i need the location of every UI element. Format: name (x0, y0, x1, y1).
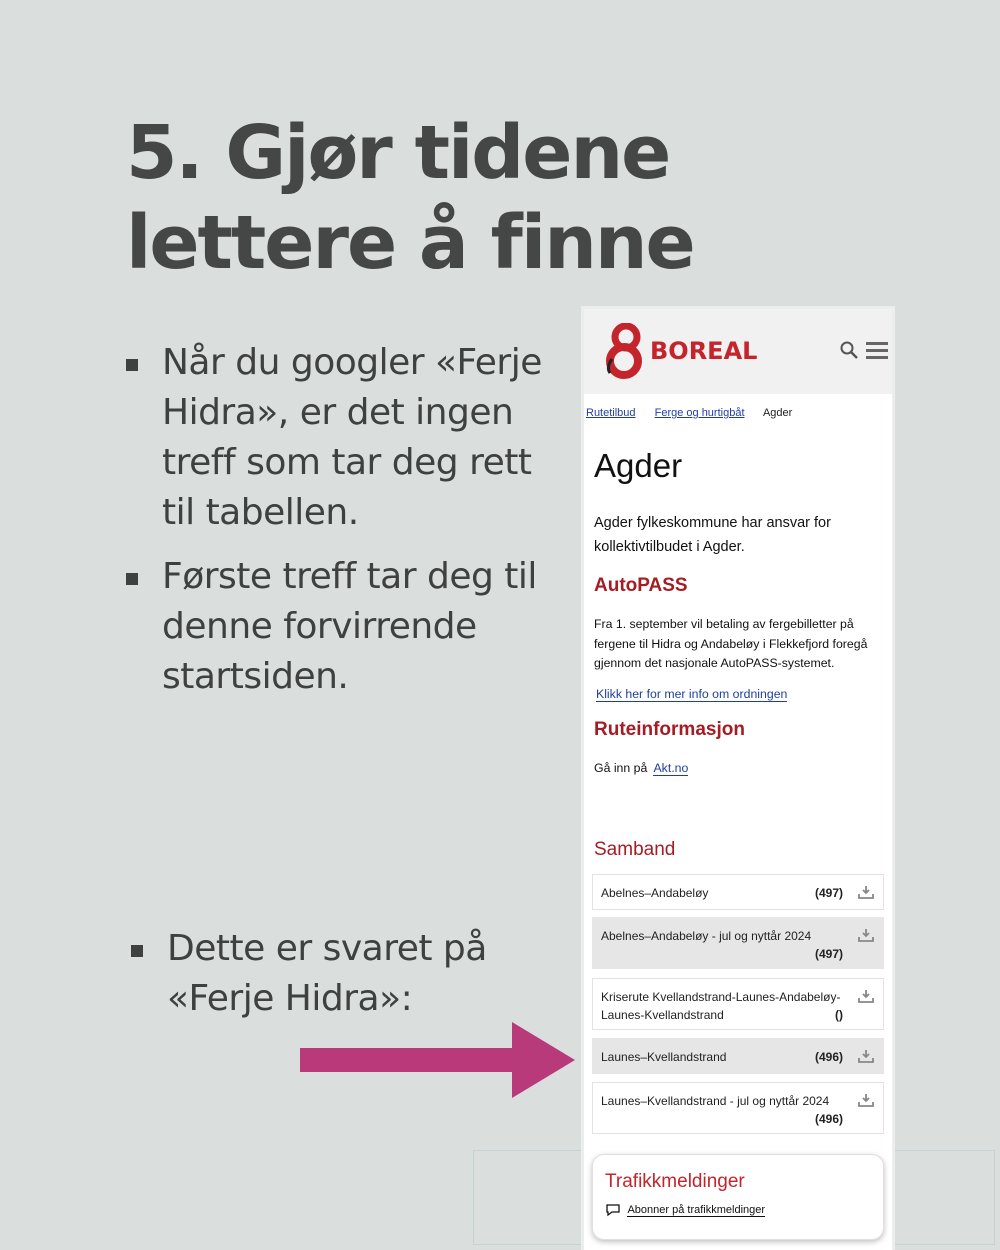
ruteinfo-heading: Ruteinformasjon (594, 719, 745, 740)
bullet-marker (126, 573, 138, 585)
bullet-marker (131, 945, 143, 957)
route-count: (497) (814, 947, 843, 961)
route-name: Kriserute Kvellandstrand-Launes-Andabeløy-Launes-Kvellandstrand (601, 990, 841, 1022)
breadcrumb-link[interactable]: Rutetilbud (586, 407, 636, 419)
autopass-info-link[interactable]: Klikk her for mer info om ordningen (596, 687, 788, 701)
download-icon[interactable] (858, 884, 874, 900)
pointer-arrow-icon (300, 1022, 575, 1098)
search-icon[interactable] (839, 340, 859, 360)
route-count: (497) (814, 886, 843, 900)
bullet-list-answer (131, 924, 551, 1024)
route-item[interactable] (592, 917, 884, 969)
download-icon[interactable] (858, 1092, 874, 1108)
chat-bubble-icon (605, 1203, 621, 1217)
bullet-text: Første treff tar deg til denne forvirrende startsiden. (162, 556, 537, 697)
autopass-heading: AutoPASS (594, 575, 688, 596)
bullet-item (131, 924, 551, 1024)
bullet-item (126, 552, 556, 702)
breadcrumb-link[interactable]: Ferge og hurtigbåt (654, 407, 745, 419)
ruteinfo-text (594, 759, 886, 779)
page-title: Agder (594, 447, 683, 484)
route-name: Abelnes–Andabeløy - jul og nyttår 2024 (601, 929, 812, 943)
menu-icon[interactable] (866, 342, 888, 360)
slide-title: 5. Gjør tidene lettere å finne (126, 110, 694, 286)
download-icon[interactable] (858, 927, 874, 943)
breadcrumb (586, 407, 792, 419)
intro-text: Agder fylkeskommune har ansvar for kollektivtilbudet i Agder. (594, 515, 831, 555)
bullet-marker (126, 359, 138, 371)
brand-name: BOREAL (650, 337, 758, 365)
bullet-text: Når du googler «Ferje Hidra», er det ingen treff som tar deg rett til tabellen. (162, 342, 542, 533)
subscribe-label: Abonner på trafikkmeldinger (627, 1203, 766, 1216)
traffic-heading: Trafikkmeldinger (605, 1171, 745, 1192)
bullet-item (126, 338, 556, 538)
route-count: () (835, 1008, 843, 1022)
download-icon[interactable] (858, 1048, 874, 1064)
samband-heading: Samband (594, 839, 676, 860)
autopass-text: Fra 1. september vil betaling av fergebilletter på fergene til Hidra og Andabeløy i Flekkefjord foregå gjennom det nasjonale AutoPASS-systemet. (594, 617, 868, 670)
route-name: Launes–Kvellandstrand (601, 1050, 727, 1064)
site-header (584, 309, 892, 394)
route-count: (496) (814, 1050, 843, 1064)
route-item[interactable] (592, 1038, 884, 1074)
route-name: Abelnes–Andabeløy (601, 886, 709, 900)
boreal-logo-icon[interactable] (602, 323, 646, 381)
breadcrumb-current: Agder (762, 407, 793, 419)
phone-screenshot (581, 306, 895, 1250)
ruteinfo-label: Gå inn på (594, 761, 648, 775)
download-icon[interactable] (858, 988, 874, 1004)
route-item[interactable] (592, 1082, 884, 1134)
bullet-list (126, 338, 556, 716)
traffic-card (592, 1154, 884, 1240)
route-item[interactable] (592, 874, 884, 910)
autopass-link-wrap (596, 685, 888, 705)
route-name: Launes–Kvellandstrand - jul og nyttår 2024 (601, 1094, 830, 1108)
akt-link[interactable]: Akt.no (653, 761, 689, 775)
route-count: (496) (814, 1112, 843, 1126)
traffic-subscribe-link[interactable] (605, 1203, 765, 1217)
route-item[interactable] (592, 978, 884, 1030)
bullet-text: Dette er svaret på «Ferje Hidra»: (167, 928, 487, 1019)
